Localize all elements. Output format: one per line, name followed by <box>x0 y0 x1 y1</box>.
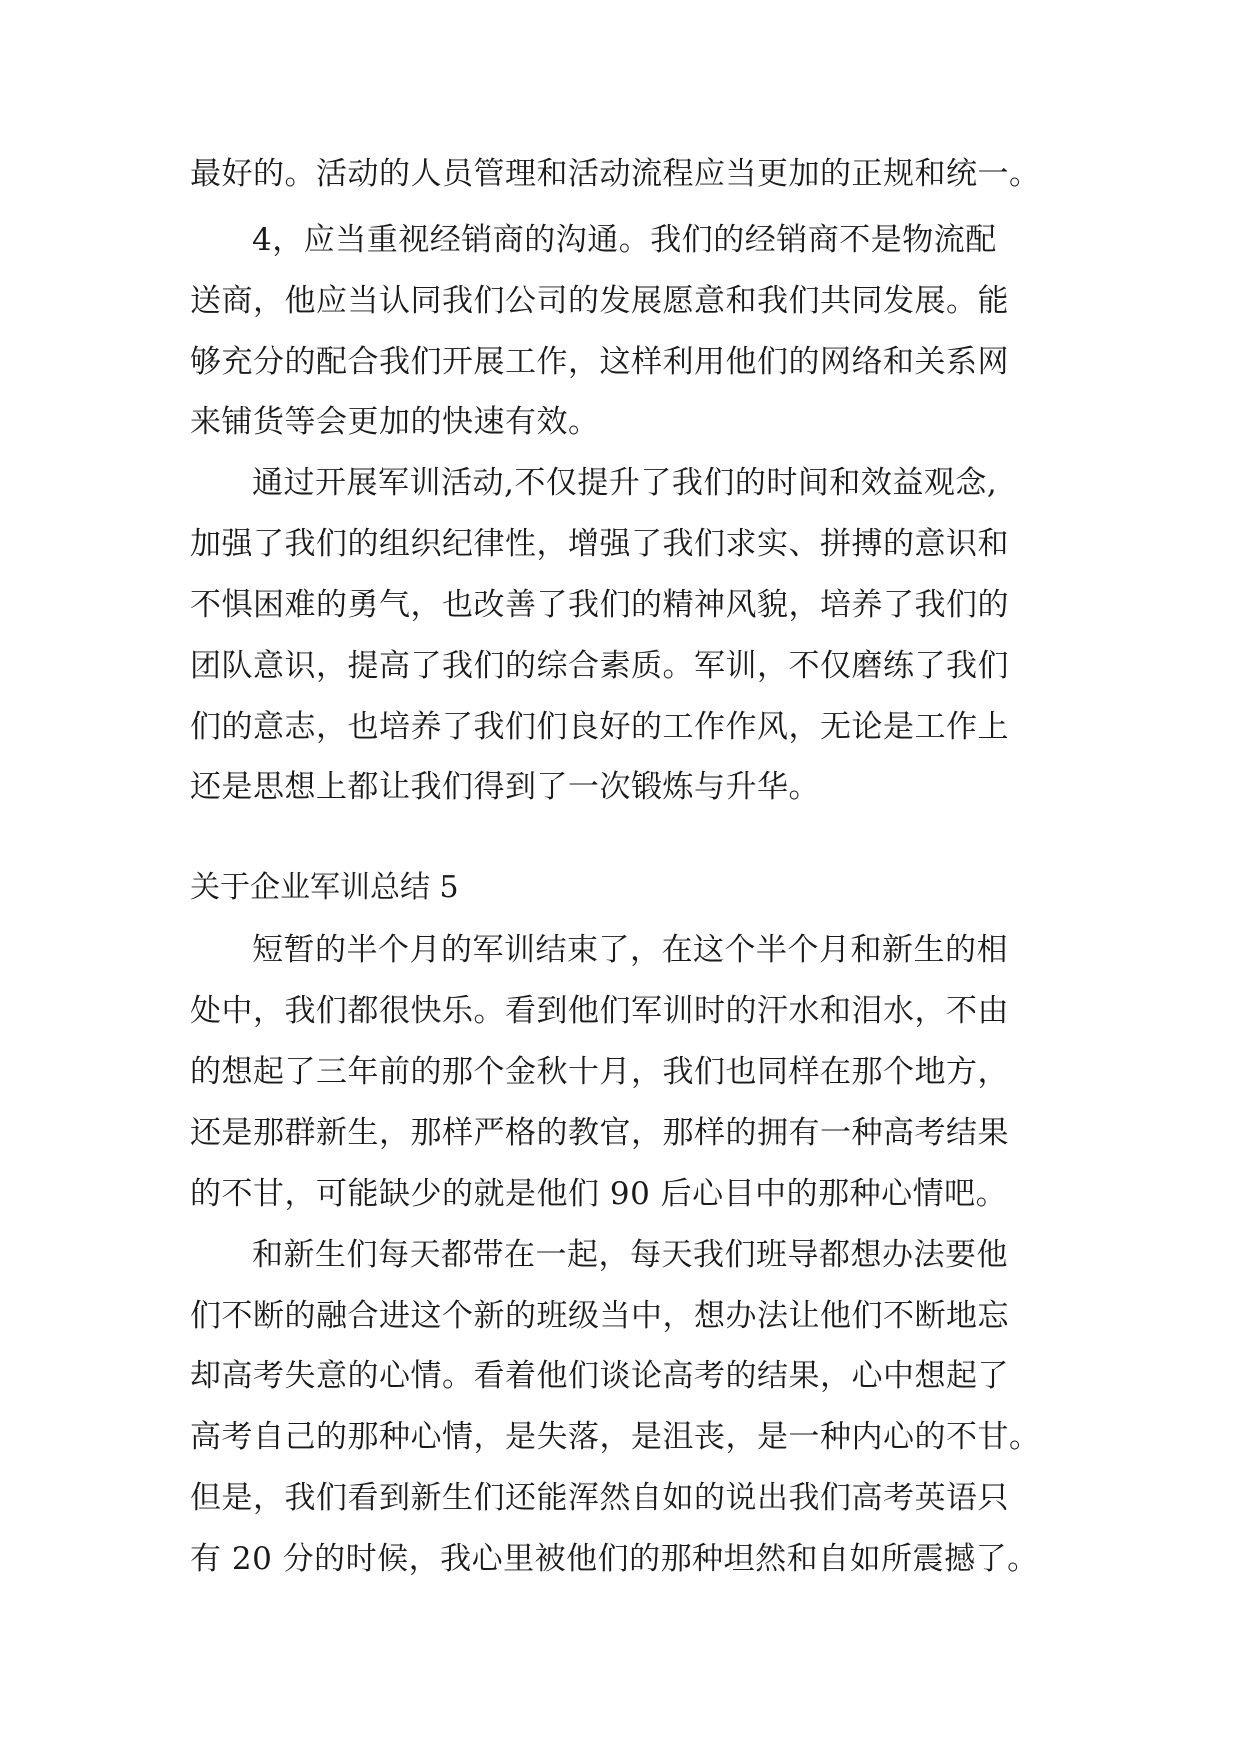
text-line: 们不断的融合进这个新的班级当中，想办法让他们不断地忘 <box>190 1298 1009 1334</box>
text-line: 还是思想上都让我们得到了一次锻炼与升华。 <box>190 769 820 805</box>
text-line: 的不甘，可能缺少的就是他们 90 后心目中的那种心情吧。 <box>190 1176 1008 1212</box>
text-line: 团队意识，提高了我们的综合素质。军训，不仅磨练了我们 <box>190 648 1009 684</box>
text-line: 们的意志，也培养了我们们良好的工作作风，无论是工作上 <box>190 709 1009 745</box>
text-line: 高考自己的那种心情，是失落，是沮丧，是一种内心的不甘。 <box>190 1419 1041 1455</box>
text-line: 送商，他应当认同我们公司的发展愿意和我们共同发展。能 <box>190 283 1009 319</box>
text-line: 和新生们每天都带在一起，每天我们班导都想办法要他 <box>252 1237 1008 1273</box>
text-line: 却高考失意的心情。看着他们谈论高考的结果，心中想起了 <box>190 1358 1009 1394</box>
section-heading: 关于企业军训总结 5 <box>190 870 459 905</box>
text-line: 够充分的配合我们开展工作，这样利用他们的网络和关系网 <box>190 344 1009 380</box>
text-line: 不惧困难的勇气，也改善了我们的精神风貌，培养了我们的 <box>190 587 1009 623</box>
text-line: 但是，我们看到新生们还能浑然自如的说出我们高考英语只 <box>190 1480 1009 1516</box>
text-line: 加强了我们的组织纪律性，增强了我们求实、拼搏的意识和 <box>190 526 1009 562</box>
text-line: 4，应当重视经销商的沟通。我们的经销商不是物流配 <box>252 222 997 258</box>
text-line: 来铺货等会更加的快速有效。 <box>190 404 600 440</box>
text-line: 短暂的半个月的军训结束了，在这个半个月和新生的相 <box>252 932 1008 968</box>
text-line: 通过开展军训活动,不仅提升了我们的时间和效益观念, <box>252 465 998 501</box>
text-line: 的想起了三年前的那个金秋十月，我们也同样在那个地方， <box>190 1054 1009 1090</box>
text-line: 最好的。活动的人员管理和活动流程应当更加的正规和统一。 <box>190 156 1041 192</box>
text-line: 有 20 分的时候，我心里被他们的那种坦然和自如所震撼了。 <box>190 1541 1039 1577</box>
text-line: 处中，我们都很快乐。看到他们军训时的汗水和泪水，不由 <box>190 993 1009 1029</box>
text-line: 还是那群新生，那样严格的教官，那样的拥有一种高考结果 <box>190 1115 1009 1151</box>
